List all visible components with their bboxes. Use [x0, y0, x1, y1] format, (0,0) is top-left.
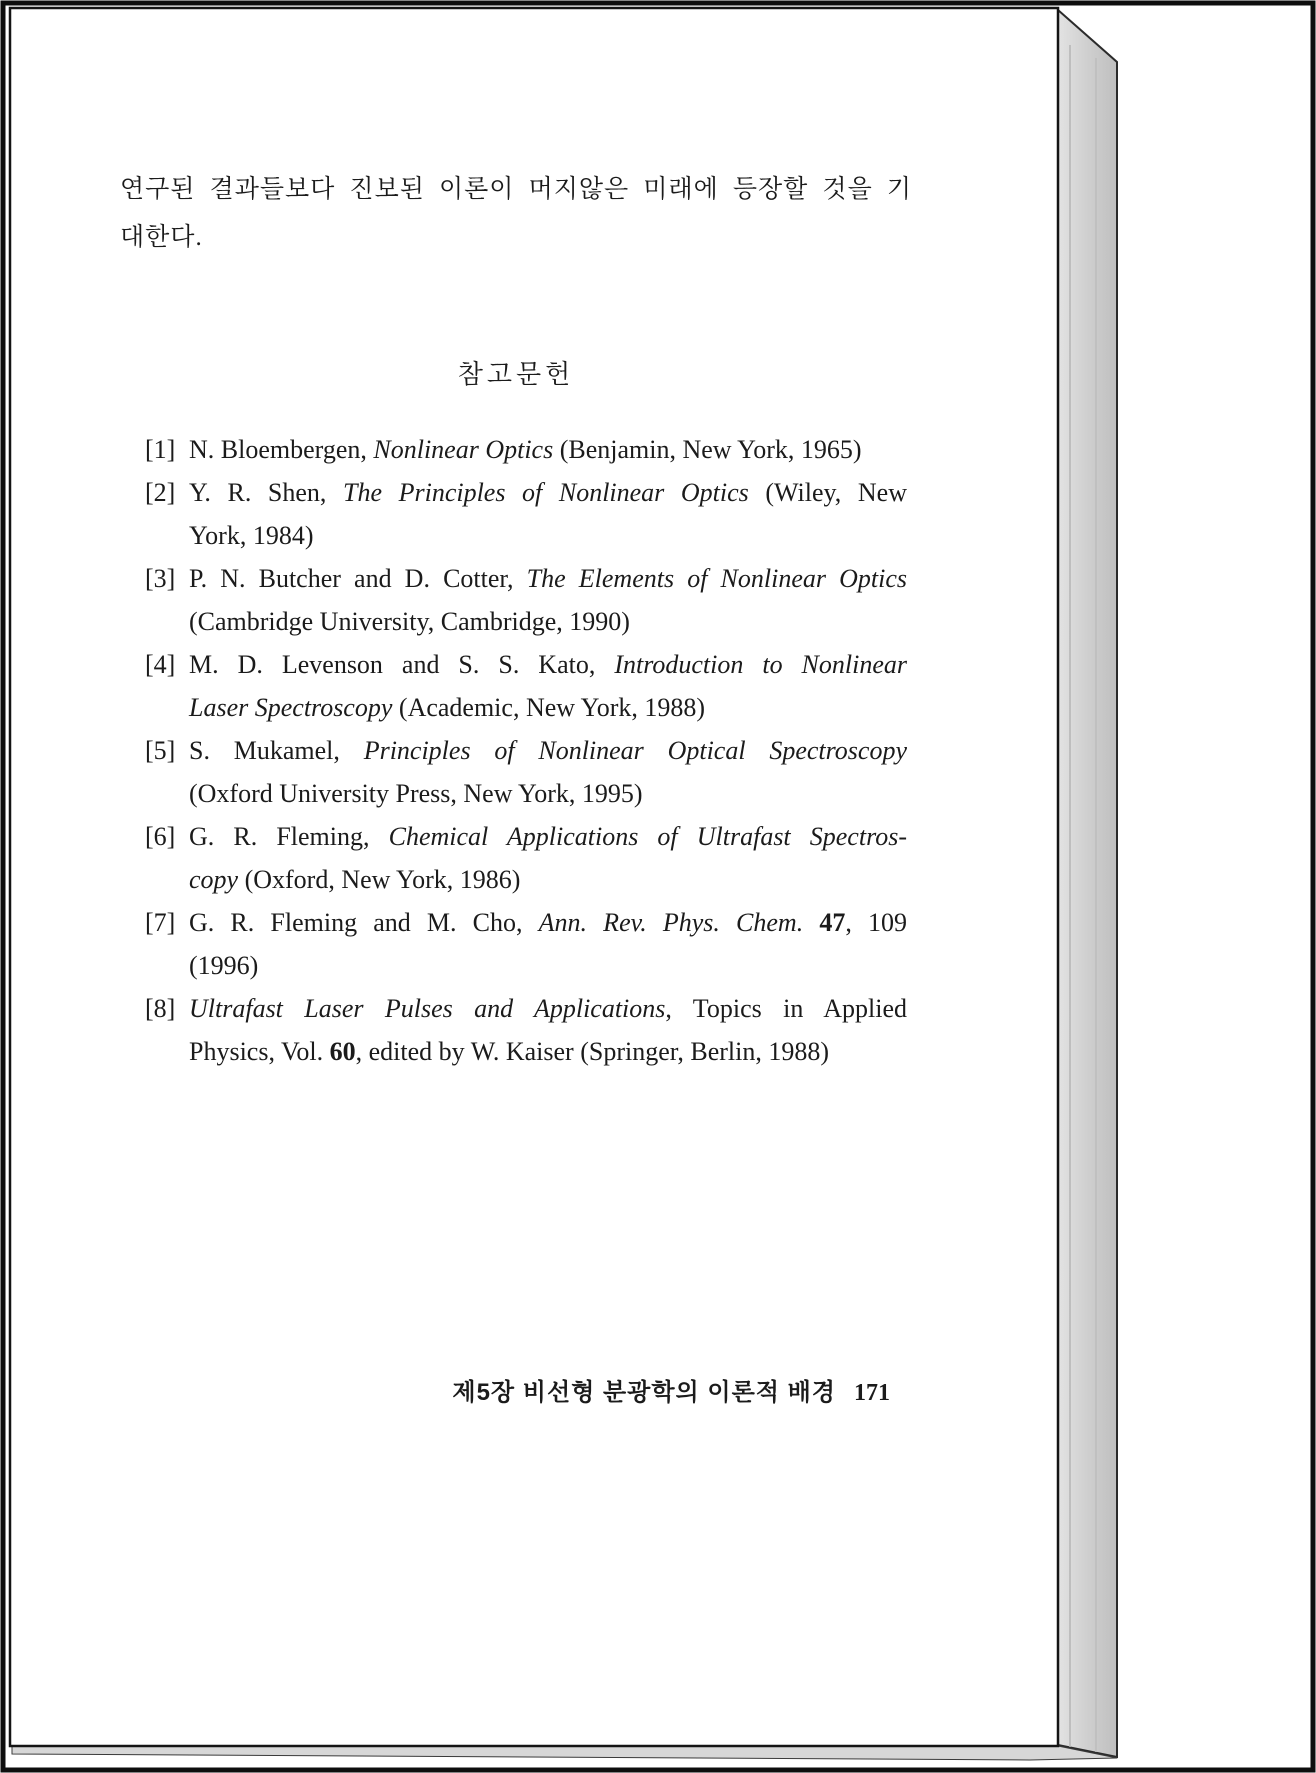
- reference-title-segment: Laser Spectroscopy: [189, 693, 393, 722]
- reference-text: [189, 987, 907, 1073]
- reference-text-segment: S. Mukamel,: [189, 736, 364, 765]
- reference-title-segment: The Elements of Nonlinear Optics: [526, 564, 908, 593]
- reference-item: [145, 557, 907, 643]
- page-footer: [120, 1372, 912, 1407]
- reference-text-segment: G. R. Fleming,: [189, 822, 389, 851]
- reference-text-segment: (Academic, New York, 1988): [392, 693, 706, 722]
- reference-line: [189, 815, 907, 858]
- reference-item: [145, 643, 907, 729]
- reference-text-segment: [803, 908, 819, 937]
- reference-label: [6]: [145, 822, 176, 851]
- reference-label: [2]: [145, 478, 176, 507]
- reference-label: [1]: [145, 435, 176, 464]
- reference-text-segment: Physics, Vol.: [189, 1037, 330, 1066]
- reference-label: [8]: [145, 994, 176, 1023]
- reference-title-segment: Introduction to Nonlinear: [614, 650, 907, 679]
- reference-line: [189, 643, 907, 686]
- reference-line: [189, 901, 907, 944]
- reference-text-segment: , edited by W. Kaiser (Springer, Berlin, 1988): [355, 1037, 830, 1066]
- section-title: 참고문헌: [457, 360, 575, 389]
- reference-text-segment: M. D. Levenson and S. S. Kato,: [189, 650, 615, 679]
- reference-text: [189, 428, 907, 471]
- reference-line: [189, 600, 907, 643]
- intro-line-1: 연구된 결과들보다 진보된 이론이 머지않은 미래에 등장할 것을 기: [120, 176, 912, 203]
- reference-title-segment: Nonlinear Optics: [373, 435, 554, 464]
- reference-text-segment: (Benjamin, New York, 1965): [553, 435, 862, 464]
- reference-item: [145, 815, 907, 901]
- reference-line: [189, 557, 907, 600]
- chapter-title: 제5장 비선형 분광학의 이론적 배경: [452, 1379, 836, 1406]
- reference-item: [145, 987, 907, 1073]
- reference-item: [145, 901, 907, 987]
- reference-line: [189, 772, 907, 815]
- reference-line: [189, 944, 907, 987]
- reference-title-segment: The Principles of Nonlinear Optics: [343, 478, 749, 507]
- reference-text-segment: P. N. Butcher and D. Cotter,: [189, 564, 527, 593]
- reference-line: [189, 858, 907, 901]
- reference-text: [189, 901, 907, 987]
- page: [10, 8, 1058, 1745]
- reference-item: [145, 471, 907, 557]
- reference-line: [189, 1030, 907, 1073]
- reference-line: [189, 729, 907, 772]
- reference-line: [189, 471, 907, 514]
- reference-text: [189, 729, 907, 815]
- intro-paragraph: [120, 166, 912, 262]
- reference-text-segment: G. R. Fleming and M. Cho,: [189, 908, 539, 937]
- reference-text-segment: (1996): [189, 951, 259, 980]
- reference-title-segment: Ultrafast Laser Pulses and Applications: [189, 994, 666, 1023]
- references-list: [145, 428, 907, 1073]
- reference-text: [189, 557, 907, 643]
- reference-label: [7]: [145, 908, 176, 937]
- reference-title-segment: Chemical Applications of Ultrafast Spectros-: [388, 822, 907, 851]
- reference-line: [189, 686, 907, 729]
- reference-text-segment: , Topics in Applied: [665, 994, 907, 1023]
- reference-text: [189, 643, 907, 729]
- reference-item: [145, 428, 907, 471]
- reference-text-segment: York, 1984): [189, 521, 314, 550]
- reference-line: [189, 428, 907, 471]
- reference-label: [5]: [145, 736, 176, 765]
- reference-title-segment: Ann. Rev. Phys. Chem.: [538, 908, 804, 937]
- reference-text-segment: , 109: [845, 908, 908, 937]
- reference-text-segment: 60: [329, 1037, 356, 1066]
- page-number: 171: [854, 1380, 890, 1406]
- reference-item: [145, 729, 907, 815]
- reference-title-segment: Principles of Nonlinear Optical Spectroscopy: [363, 736, 908, 765]
- reference-line: [189, 987, 907, 1030]
- reference-text: [189, 815, 907, 901]
- reference-text-segment: Y. R. Shen,: [189, 478, 344, 507]
- reference-title-segment: copy: [189, 865, 239, 894]
- reference-text: [189, 471, 907, 557]
- reference-text-segment: 47: [819, 908, 846, 937]
- reference-text-segment: N. Bloembergen,: [189, 435, 374, 464]
- book-fore-edge: [1058, 10, 1117, 1757]
- reference-text-segment: (Cambridge University, Cambridge, 1990): [189, 607, 630, 636]
- reference-text-segment: (Oxford, New York, 1986): [238, 865, 521, 894]
- reference-label: [3]: [145, 564, 176, 593]
- reference-text-segment: (Wiley, New: [748, 478, 907, 507]
- reference-label: [4]: [145, 650, 176, 679]
- reference-line: [189, 514, 907, 557]
- intro-line-2: 대한다.: [120, 224, 203, 251]
- reference-text-segment: (Oxford University Press, New York, 1995): [189, 779, 643, 808]
